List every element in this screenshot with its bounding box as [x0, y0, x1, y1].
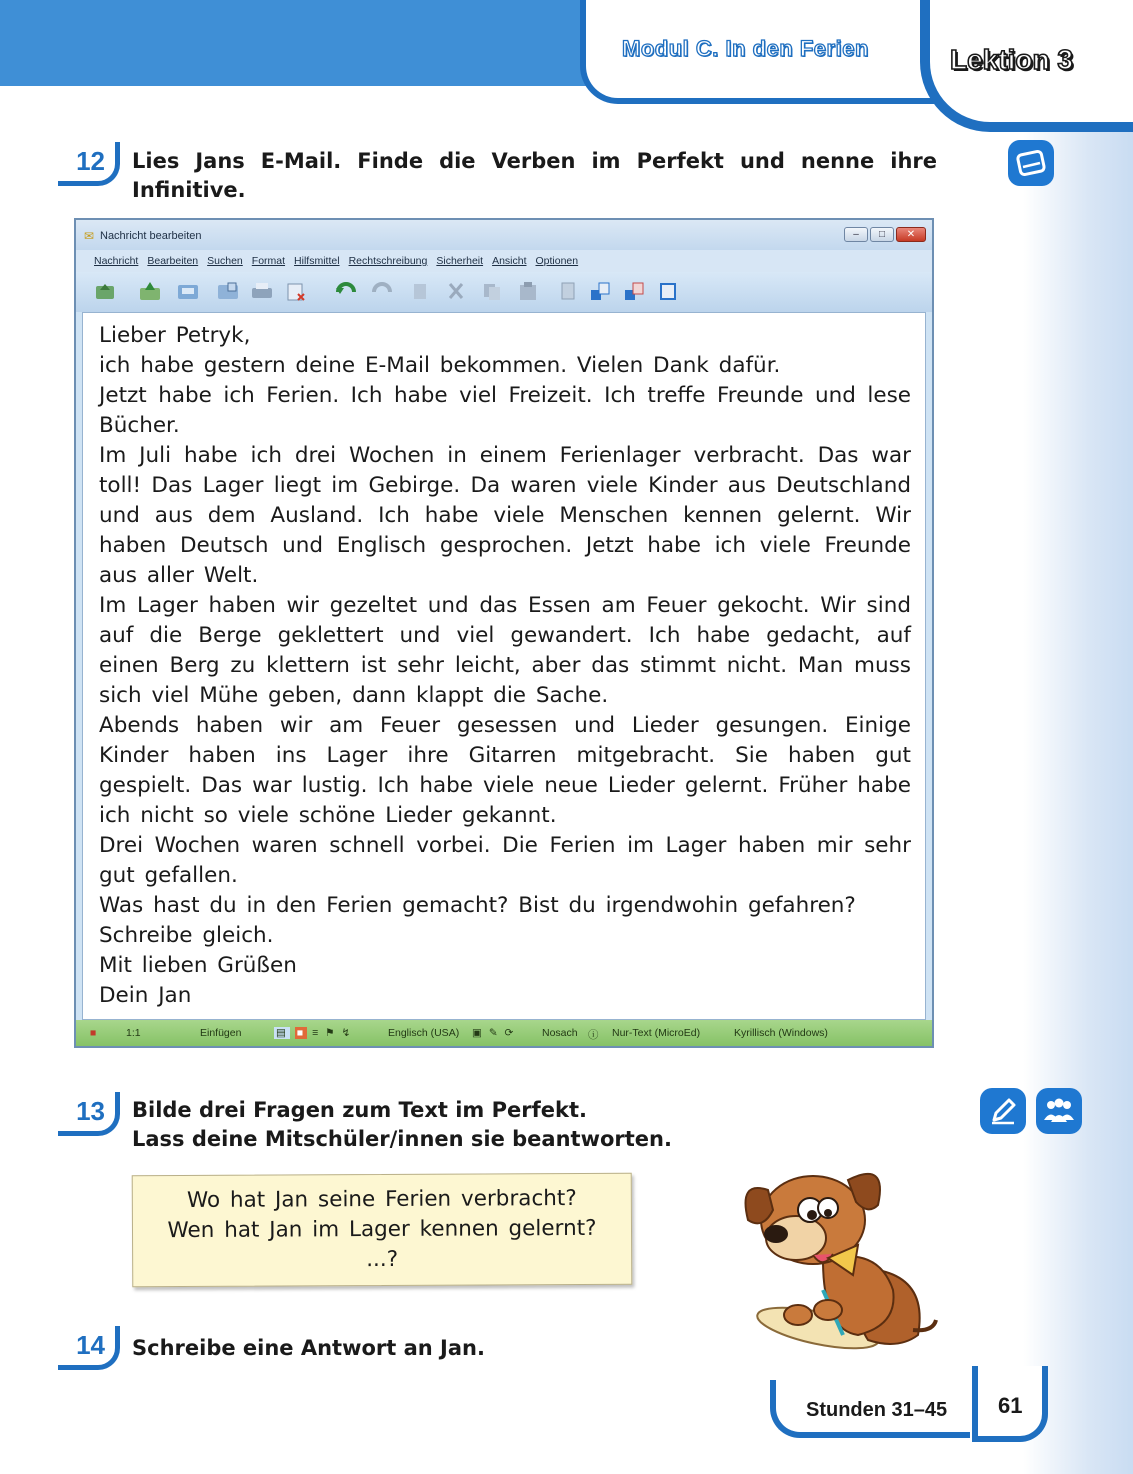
- delete-icon[interactable]: [284, 280, 308, 302]
- task-number-12: 12: [58, 142, 120, 186]
- book-icon: [1008, 140, 1054, 186]
- mail-paragraph: Im Lager haben wir gezeltet und das Essen am Feuer gekocht. Wir sind auf die Berge geklettert und viel gewandert. Ich habe gedacht, auf einen Berg zu klettern ist sehr leicht, aber das stimmt nicht. Man muss sich viel Mühe geben, dann klappt die Sache.: [99, 593, 911, 708]
- status-tools-icons: ▣ ✎ ⟳: [472, 1027, 516, 1039]
- status-indicator-icon: ■: [90, 1027, 97, 1039]
- task-12-line-2: Infinitive.: [132, 178, 246, 202]
- task-12-instruction: [132, 147, 937, 205]
- status-user: Nosach: [542, 1027, 578, 1039]
- task-13-line-1: Bilde drei Fragen zum Text im Perfekt.: [132, 1098, 587, 1122]
- send-later-icon[interactable]: [138, 280, 162, 302]
- mail-paragraph: Lieber Petryk,: [99, 323, 251, 348]
- paste-icon[interactable]: [516, 280, 540, 302]
- mail-statusbar: [76, 1020, 932, 1046]
- side-gradient-strip: [1023, 90, 1133, 1474]
- window-controls: [844, 227, 926, 242]
- mail-paragraph: Schreibe gleich.: [99, 923, 274, 948]
- task-13-instruction: [132, 1096, 672, 1154]
- insert-icon[interactable]: [588, 280, 612, 302]
- mail-paragraph: Was hast du in den Ferien gemacht? Bist du irgendwohin gefahren?: [99, 893, 856, 918]
- menu-hilfsmittel[interactable]: Hilfsmittel: [294, 255, 340, 267]
- status-insert-mode: Einfügen: [200, 1027, 242, 1039]
- task-14-line-1: Schreibe eine Antwort an Jan.: [132, 1336, 485, 1360]
- menu-bearbeiten[interactable]: Bearbeiten: [147, 255, 199, 267]
- mail-body[interactable]: [82, 312, 926, 1020]
- cut-icon[interactable]: [444, 280, 468, 302]
- status-format-icons: ▤ ■ ≡ ⚑ ↯: [276, 1027, 353, 1039]
- status-info-icon: ⓘ: [588, 1029, 599, 1041]
- note-line: ...?: [366, 1246, 399, 1273]
- mail-paragraph: Mit lieben Grüßen: [99, 953, 297, 978]
- mail-titlebar: [76, 220, 932, 250]
- status-language[interactable]: Englisch (USA): [388, 1027, 460, 1039]
- status-cursor-position: 1:1: [126, 1027, 141, 1039]
- writing-dog-illustration: [728, 1150, 948, 1370]
- menu-rechtschreibung[interactable]: Rechtschreibung: [348, 255, 428, 267]
- mail-paragraph: Im Juli habe ich drei Wochen in einem Ferienlager verbracht. Das war toll! Das Lager liegt im Gebirge. Da waren viele Kinder aus Deutschland und aus dem Ausland. Ich habe viele Menschen kennen gelernt. Wir haben Deutsch und Englisch gesprochen. Jetzt habe ich viele Freunde aus aller Welt.: [99, 443, 911, 588]
- note-line: Wen hat Jan im Lager kennen gelernt?: [167, 1215, 597, 1244]
- maximize-button[interactable]: □: [870, 227, 894, 242]
- redo-icon[interactable]: [370, 280, 394, 302]
- task-number-13: 13: [58, 1092, 120, 1136]
- task-13-line-2: Lass deine Mitschüler/innen sie beantworten.: [132, 1127, 672, 1151]
- encrypt-icon[interactable]: [656, 280, 680, 302]
- footer-stunden: Stunden 31–45: [806, 1399, 948, 1421]
- copy-format-icon[interactable]: [408, 280, 432, 302]
- task-number-14: 14: [58, 1326, 120, 1370]
- mail-paragraph: Dein Jan: [99, 983, 192, 1008]
- print-icon[interactable]: [250, 280, 274, 302]
- menu-nachricht[interactable]: Nachricht: [94, 255, 139, 267]
- mail-paragraph: ich habe gestern deine E-Mail bekommen. Vielen Dank dafür.: [99, 353, 781, 378]
- menu-format[interactable]: Format: [251, 255, 286, 267]
- mail-paragraph: Drei Wochen waren schnell vorbei. Die Ferien im Lager haben mir sehr gut gefallen.: [99, 833, 911, 888]
- group-work-icon: [1036, 1088, 1082, 1134]
- task-12-line-1: Lies Jans E-Mail. Finde die Verben im Perfekt und nenne ihre: [132, 149, 937, 173]
- signature-icon[interactable]: [622, 280, 646, 302]
- pencil-icon: [980, 1088, 1026, 1134]
- status-text-format[interactable]: Nur-Text (MicroEd): [612, 1027, 701, 1039]
- mail-menubar: [76, 250, 932, 272]
- menu-suchen[interactable]: Suchen: [207, 255, 243, 267]
- close-button[interactable]: ✕: [896, 227, 926, 242]
- find-icon[interactable]: [556, 280, 580, 302]
- copy-icon[interactable]: [480, 280, 504, 302]
- attach-icon[interactable]: [216, 280, 240, 302]
- mail-window-title: Nachricht bearbeiten: [100, 230, 202, 242]
- page-number: 61: [998, 1393, 1023, 1418]
- undo-icon[interactable]: [334, 280, 358, 302]
- save-draft-icon[interactable]: [176, 280, 200, 302]
- mail-app-icon: ✉: [84, 229, 95, 243]
- mail-toolbar: [76, 272, 932, 312]
- menu-ansicht[interactable]: Ansicht: [492, 255, 527, 267]
- lektion-title: Lektion 3: [950, 44, 1073, 75]
- menu-sicherheit[interactable]: Sicherheit: [436, 255, 484, 267]
- example-questions-note: [132, 1173, 633, 1288]
- mail-window: [74, 218, 934, 1048]
- mail-paragraph: Jetzt habe ich Ferien. Ich habe viel Freizeit. Ich treffe Freunde und lese Bücher.: [99, 383, 911, 438]
- note-line: Wo hat Jan seine Ferien verbracht?: [186, 1185, 577, 1214]
- menu-optionen[interactable]: Optionen: [535, 255, 579, 267]
- send-icon[interactable]: [94, 280, 118, 302]
- status-encoding[interactable]: Kyrillisch (Windows): [734, 1027, 828, 1039]
- task-14-instruction: [132, 1334, 485, 1363]
- minimize-button[interactable]: –: [844, 227, 868, 242]
- modul-title: Modul C. In den Ferien: [622, 36, 869, 61]
- mail-paragraph: Abends haben wir am Feuer gesessen und Lieder gesungen. Einige Kinder haben ins Lager ihre Gitarren mitgebracht. Sie haben gut gespielt. Das war lustig. Ich habe viele neue Lieder gelernt. Früher habe ich nicht so viele schöne Lieder gekannt.: [99, 713, 911, 828]
